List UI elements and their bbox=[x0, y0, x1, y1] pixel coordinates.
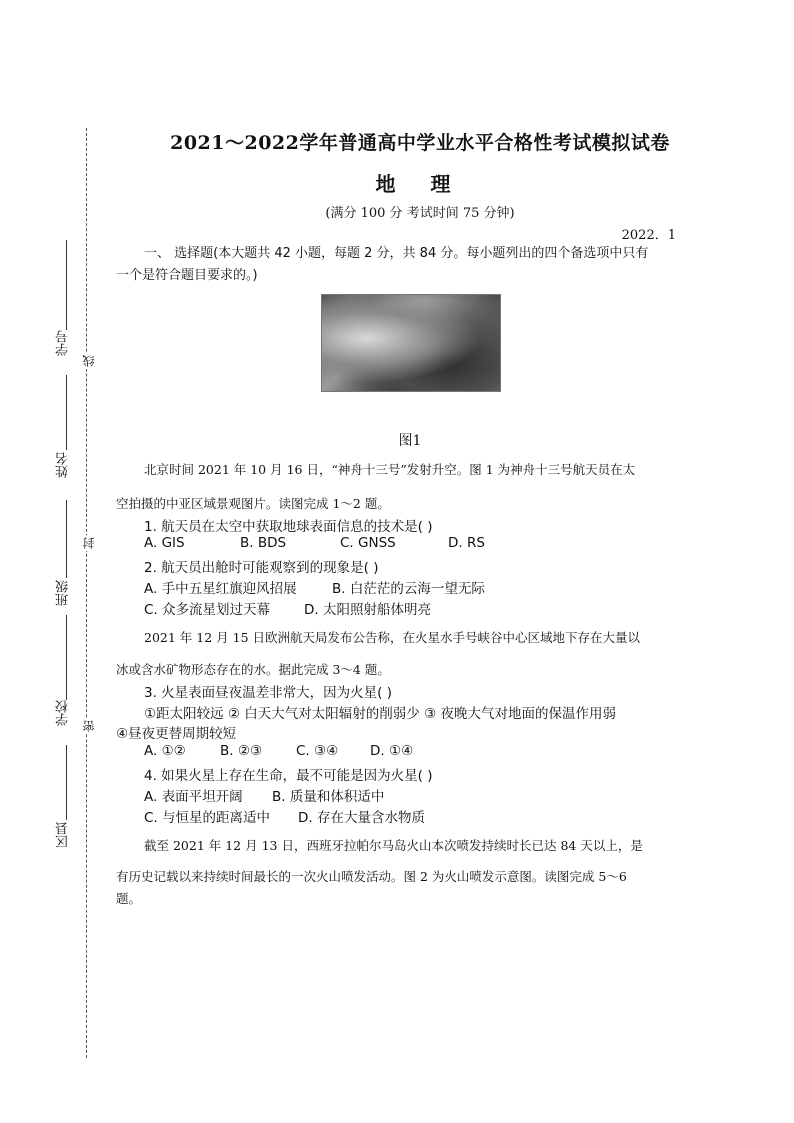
question-1-option-c[interactable]: C. GNSS bbox=[340, 535, 396, 551]
question-1-stem: 1. 航天员在太空中获取地球表面信息的技术是( ) bbox=[144, 519, 433, 535]
passage-3-line3: 题。 bbox=[116, 891, 142, 906]
question-1-option-b[interactable]: B. BDS bbox=[240, 535, 287, 551]
passage-3-line1: 截至 2021 年 12 月 13 日，西班牙拉帕尔马岛火山本次喷发持续时长已达 84 天以上，是 bbox=[144, 838, 643, 853]
question-4-stem: 4. 如果火星上存在生命，最不可能是因为火星( ) bbox=[144, 768, 433, 784]
name-label: 姓名 bbox=[56, 452, 71, 478]
figure-1-satellite-image bbox=[321, 294, 501, 392]
passage-2-line1: 2021 年 12 月 15 日欧洲航天局发布公告称，在火星水手号峡谷中心区域地下存在大量以 bbox=[144, 630, 640, 645]
school-label: 学校 bbox=[56, 700, 71, 726]
question-4-option-d[interactable]: D. 存在大量含水物质 bbox=[298, 810, 425, 826]
school-field[interactable] bbox=[66, 615, 67, 700]
passage-1-line1: 北京时间 2021 年 10 月 16 日，“神舟十三号”发射升空。图 1 为神舟十三号航天员在太 bbox=[144, 462, 636, 477]
question-3-statements-line2: ④昼夜更替周期较短 bbox=[116, 726, 237, 742]
question-1-option-a[interactable]: A. GIS bbox=[144, 535, 185, 551]
subject-title: 地 理 bbox=[375, 172, 465, 196]
passage-3-line2: 有历史记载以来持续时间最长的一次火山喷发活动。图 2 为火山喷发示意图。读图完成 5～6 bbox=[116, 869, 627, 884]
student-id-field[interactable] bbox=[66, 240, 67, 330]
student-id-label: 学号 bbox=[56, 330, 71, 356]
passage-1-line2: 空拍摄的中亚区域景观图片。读图完成 1～2 题。 bbox=[116, 496, 390, 511]
class-field[interactable] bbox=[66, 500, 67, 578]
section-instruction-line1: 一、 选择题(本大题共 42 小题，每题 2 分，共 84 分。每小题列出的四个备选项中只有 bbox=[144, 246, 649, 261]
question-2-options-row1 bbox=[144, 577, 485, 597]
question-3-option-c[interactable]: C. ③④ bbox=[296, 743, 339, 759]
question-4-options-row1 bbox=[144, 785, 384, 805]
question-1-options bbox=[144, 535, 485, 551]
question-2-stem: 2. 航天员出舱时可能观察到的现象是( ) bbox=[144, 560, 379, 576]
question-2-options-row2 bbox=[144, 598, 431, 618]
name-field[interactable] bbox=[66, 375, 67, 450]
question-4-option-b[interactable]: B. 质量和体积适中 bbox=[272, 789, 385, 805]
district-label: 区县 bbox=[56, 822, 71, 848]
section-instruction-line2: 一个是符合题目要求的。) bbox=[116, 268, 258, 283]
seal-mark-line: 线 bbox=[82, 355, 96, 367]
question-3-option-d[interactable]: D. ①④ bbox=[370, 743, 414, 759]
question-4-option-c[interactable]: C. 与恒星的距离适中 bbox=[144, 810, 271, 826]
question-1-option-d[interactable]: D. RS bbox=[448, 535, 485, 551]
exam-meta: (满分 100 分 考试时间 75 分钟) bbox=[325, 206, 515, 221]
question-2-option-a[interactable]: A. 手中五星红旗迎风招展 bbox=[144, 581, 297, 597]
question-3-option-a[interactable]: A. ①② bbox=[144, 743, 186, 759]
question-3-options bbox=[144, 743, 413, 759]
question-4-option-a[interactable]: A. 表面平坦开阔 bbox=[144, 789, 243, 805]
question-2-option-c[interactable]: C. 众多流星划过天幕 bbox=[144, 602, 271, 618]
seal-mark-seal: 封 bbox=[82, 537, 96, 549]
question-3-stem: 3. 火星表面昼夜温差非常大，因为火星( ) bbox=[144, 685, 392, 701]
question-2-option-b[interactable]: B. 白茫茫的云海一望无际 bbox=[332, 581, 485, 597]
binding-dashed-line bbox=[86, 128, 87, 1058]
district-field[interactable] bbox=[66, 745, 67, 820]
question-3-statements-line1: ①距太阳较远 ② 白天大气对太阳辐射的削弱少 ③ 夜晚大气对地面的保温作用弱 bbox=[144, 706, 616, 722]
question-3-option-b[interactable]: B. ②③ bbox=[220, 743, 263, 759]
seal-mark-secret: 密 bbox=[82, 720, 96, 732]
figure-1-caption: 图1 bbox=[398, 433, 422, 449]
exam-date: 2022．1 bbox=[621, 228, 676, 243]
class-label: 班级 bbox=[56, 580, 71, 606]
exam-title: 2021～2022学年普通高中学业水平合格性考试模拟试卷 bbox=[170, 132, 670, 154]
question-4-options-row2 bbox=[144, 806, 425, 826]
question-2-option-d[interactable]: D. 太阳照射船体明亮 bbox=[304, 602, 431, 618]
passage-2-line2: 冰或含水矿物形态存在的水。据此完成 3～4 题。 bbox=[116, 662, 390, 677]
